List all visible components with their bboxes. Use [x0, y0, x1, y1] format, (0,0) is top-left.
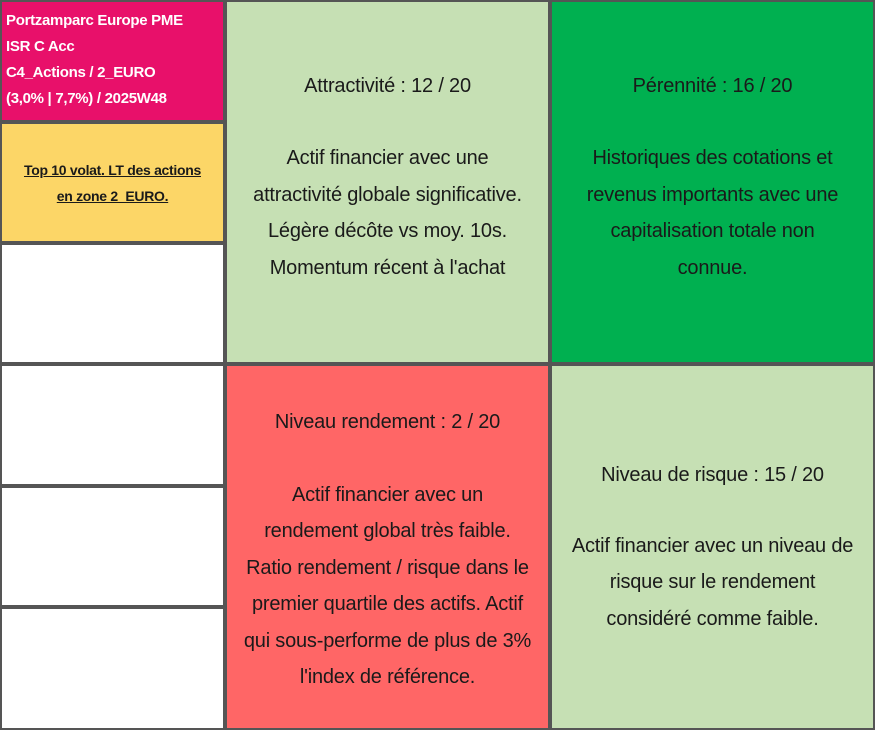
perennite-line: capitalisation totale non: [610, 220, 815, 243]
perennite-line: revenus importants avec une: [586, 183, 839, 206]
rendement-line: Actif financier avec un: [291, 483, 484, 506]
risque-line: risque sur le rendement: [609, 571, 816, 593]
attractivite-line: Actif financier avec une: [286, 147, 489, 170]
rendement-line: qui sous-performe de plus de 3%: [243, 629, 532, 652]
attractivite-line: attractivité globale significative.: [253, 183, 522, 206]
rendement-line: Ratio rendement / risque dans le: [246, 556, 529, 579]
empty-cell-1: [0, 243, 225, 364]
fund-category-line: C4_Actions / 2_EURO: [6, 64, 156, 81]
empty-cell-4: [0, 607, 225, 730]
rendement-description: [244, 477, 531, 696]
attractivite-line: Légère décôte vs moy. 10s.: [267, 220, 507, 243]
empty-cell-2: [0, 364, 225, 486]
attractivite-title: Attractivité : 12 / 20: [304, 74, 471, 97]
risque-line: considéré comme faible.: [606, 607, 819, 630]
fund-stats-line: (3,0% | 7,7%) / 2025W48: [6, 90, 167, 107]
perennite-title: Pérennité : 16 / 20: [632, 74, 793, 97]
rendement-title: Niveau rendement : 2 / 20: [274, 411, 501, 434]
top-volatility-label: [0, 122, 225, 243]
risque-quadrant: [550, 364, 875, 730]
attractivite-line: Momentum récent à l'achat: [269, 256, 506, 279]
risque-description: [572, 528, 853, 638]
perennite-line: connue.: [677, 256, 748, 279]
perennite-quadrant: [550, 0, 875, 364]
fund-name-line-1: Portzamparc Europe PME: [6, 12, 183, 29]
fund-name-line-2: ISR C Acc: [6, 38, 75, 55]
rendement-quadrant: [225, 364, 550, 730]
attractivite-quadrant: [225, 0, 550, 364]
rendement-line: rendement global très faible.: [264, 520, 511, 543]
attractivite-description: [253, 140, 522, 298]
top-label-line-2: en zone 2_EURO.: [56, 187, 169, 204]
rendement-line: premier quartile des actifs. Actif: [251, 593, 524, 616]
top-label-line-1: Top 10 volat. LT des actions: [23, 161, 201, 178]
empty-cell-3: [0, 486, 225, 607]
perennite-line: Historiques des cotations et: [592, 147, 833, 170]
rendement-line: l'index de référence.: [299, 666, 476, 689]
risque-line: Actif financier avec un niveau de: [571, 534, 854, 557]
risque-title: Niveau de risque : 15 / 20: [601, 464, 824, 486]
perennite-description: [587, 140, 838, 298]
fund-title-cell: [0, 0, 225, 122]
